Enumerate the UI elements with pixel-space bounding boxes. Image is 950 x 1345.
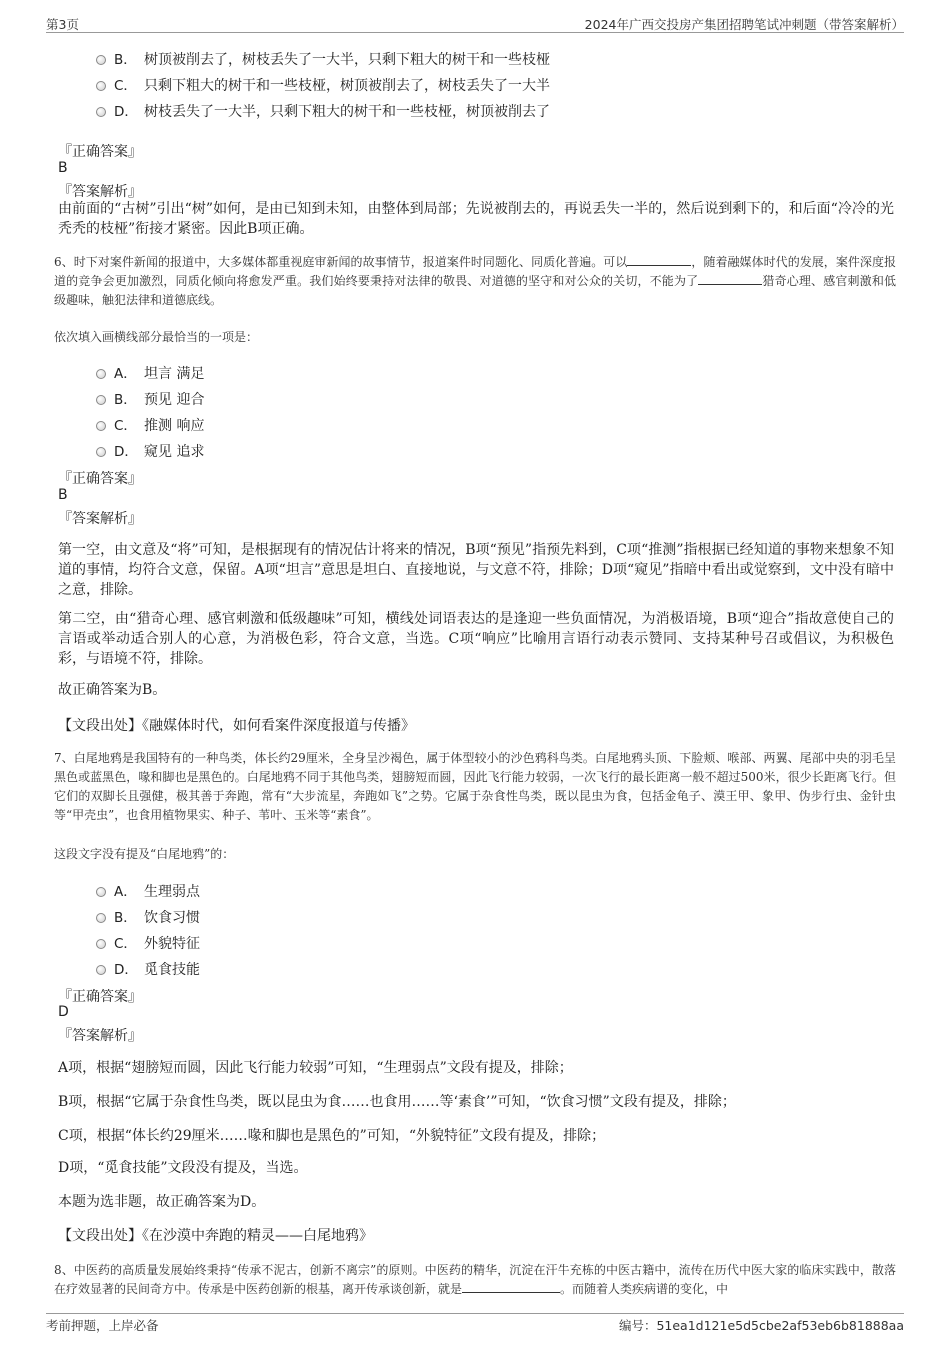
radio-icon[interactable] (96, 887, 106, 897)
document-id: 编号：51ea1d121e5d5cbe2af53eb6b81888aa (618, 1318, 904, 1333)
q7-stem: 7、白尾地鸦是我国特有的一种鸟类，体长约29厘米，全身呈沙褐色，属于体型较小的沙色鸦科鸟类。白尾地鸦头顶、下脸颊、喉部、两翼、尾部中央的羽毛呈黑色或蓝黑色，喙和脚也是黑色的。白尾地鸦不同于其他鸟类，翅膀短而圆，因此飞行能力较弱，一次飞行的最长距离一般不超过500米，很少长距离飞行。但它们的双脚长且强健，极其善于奔跑，常有“大步流星，奔跑如飞”之势。它属于杂食性鸟类，既以昆虫为食，包括金龟子、漠王甲、象甲、伪步行虫、金针虫等“甲壳虫”，也食用植物果实、种子、苇叶、玉米等“素食”。 (54, 751, 896, 822)
radio-icon[interactable] (96, 55, 106, 65)
radio-icon[interactable] (96, 447, 106, 457)
q7-prompt: 这段文字没有提及“白尾地鸦”的： (54, 847, 235, 861)
q6-option-b[interactable]: B． 预见 迎合 (96, 388, 204, 409)
radio-icon[interactable] (96, 965, 106, 975)
q5-answer-label: 『正确答案』 (58, 144, 142, 160)
q6-answer-label: 『正确答案』 (58, 471, 142, 487)
document-title: 2024年广西交投房产集团招聘笔试冲刺题（带答案解析） (584, 17, 904, 32)
q7-option-b[interactable]: B． 饮食习惯 (96, 906, 200, 927)
radio-icon[interactable] (96, 939, 106, 949)
blank-line (698, 273, 762, 285)
q6-analysis-1: 第一空，由文意及“将”可知，是根据现有的情况估计将来的情况，B项“预见”指预先料到，C项“推测”指根据已经知道的事物来想象不知道的事情，均符合文意，保留。A项“坦言”意思是坦白、直接地说，与文意不符，排除；D项“窥见”指暗中看出或觉察到，文中没有暗中之意，排除。 (58, 542, 894, 598)
q6-analysis-label: 『答案解析』 (58, 511, 142, 527)
q5-option-b[interactable]: B． 树顶被削去了，树枝丢失了一大半，只剩下粗大的树干和一些枝桠 (96, 48, 550, 69)
page-footer (46, 1313, 904, 1333)
radio-icon[interactable] (96, 107, 106, 117)
q7-analysis-c: C项，根据“体长约29厘米……喙和脚也是黑色的”可知，“外貌特征”文段有提及，排除； (58, 1128, 606, 1144)
q7-analysis-b: B项，根据“它属于杂食性鸟类，既以昆虫为食……也食用……等‘素食’”可知，“饮食习惯”文段有提及，排除； (58, 1094, 736, 1110)
q6-option-d[interactable]: D． 窥见 追求 (96, 440, 204, 461)
q5-option-d[interactable]: D． 树枝丢失了一大半，只剩下粗大的树干和一些枝桠，树顶被削去了 (96, 100, 550, 121)
q7-option-c[interactable]: C． 外貌特征 (96, 932, 200, 953)
radio-icon[interactable] (96, 913, 106, 923)
page-header (46, 13, 904, 33)
radio-icon[interactable] (96, 369, 106, 379)
q7-answer: D (58, 1004, 69, 1020)
q8-stem: 8、中医药的高质量发展始终秉持“传承不泥古，创新不离宗”的原则。中医药的精华，沉淀在汗牛充栋的中医古籍中，流传在历代中医大家的临床实践中，散落在疗效显著的民间奇方中。传承是中医药创新的根基，离开传承谈创新，就是 。而随着人类疾病谱的变化，中 (54, 1263, 896, 1296)
q6-option-c[interactable]: C． 推测 响应 (96, 414, 204, 435)
q7-analysis-a: A项，根据“翅膀短而圆，因此飞行能力较弱”可知，“生理弱点”文段有提及，排除； (58, 1060, 573, 1076)
radio-icon[interactable] (96, 421, 106, 431)
blank-line (462, 1281, 560, 1293)
q6-prompt: 依次填入画横线部分最恰当的一项是： (54, 330, 259, 344)
q7-analysis-label: 『答案解析』 (58, 1028, 142, 1044)
q6-answer: B (58, 487, 68, 503)
q6-stem: 6、时下对案件新闻的报道中，大多媒体都重视庭审新闻的故事情节，报道案件时同题化、同质化普遍。可以 ，随着融媒体时代的发展，案件深度报道的竞争会更加激烈，同质化倾向将愈发严重。我们始终要秉持对法律的敬畏、对道德的坚守和对公众的关切，不能为了 猎奇心理、感官刺激和低级趣味，触犯法律和道德底线。 (54, 255, 896, 307)
q5-option-c[interactable]: C． 只剩下粗大的树干和一些枝桠，树顶被削去了，树枝丢失了一大半 (96, 74, 550, 95)
q7-conclusion: 本题为选非题，故正确答案为D。 (58, 1194, 266, 1210)
q5-analysis-label: 『答案解析』 (58, 184, 142, 200)
q7-source: 【文段出处】《在沙漠中奔跑的精灵——白尾地鸦》 (58, 1228, 373, 1244)
q6-source: 【文段出处】《融媒体时代，如何看案件深度报道与传播》 (58, 718, 415, 734)
q7-option-a[interactable]: A． 生理弱点 (96, 880, 200, 901)
q5-analysis: 由前面的“古树”引出“树”如何，是由已知到未知，由整体到局部；先说被削去的，再说丢失一半的，然后说到剩下的，和后面“冷冷的光秃秃的枝桠”衔接才紧密。因此B项正确。 (58, 201, 894, 237)
q7-analysis-d: D项，“觅食技能”文段没有提及，当选。 (58, 1160, 308, 1176)
q7-option-d[interactable]: D． 觅食技能 (96, 958, 200, 979)
radio-icon[interactable] (96, 81, 106, 91)
q6-analysis-2: 第二空，由“猎奇心理、感官刺激和低级趣味”可知，横线处词语表达的是逢迎一些负面情况，为消极语境，B项“迎合”指故意使自己的言语或举动适合别人的心意，为消极色彩，符合文意，当选。C项“响应”比喻用言语行动表示赞同、支持某种号召或倡议，为积极色彩，与语境不符，排除。 (58, 611, 894, 667)
radio-icon[interactable] (96, 395, 106, 405)
q7-answer-label: 『正确答案』 (58, 989, 142, 1005)
blank-line (627, 254, 691, 266)
q6-conclusion: 故正确答案为B。 (58, 682, 167, 698)
q6-option-a[interactable]: A． 坦言 满足 (96, 362, 204, 383)
page-number: 第3页 (46, 17, 79, 32)
q5-answer: B (58, 160, 68, 176)
footer-slogan: 考前押题，上岸必备 (46, 1318, 159, 1333)
